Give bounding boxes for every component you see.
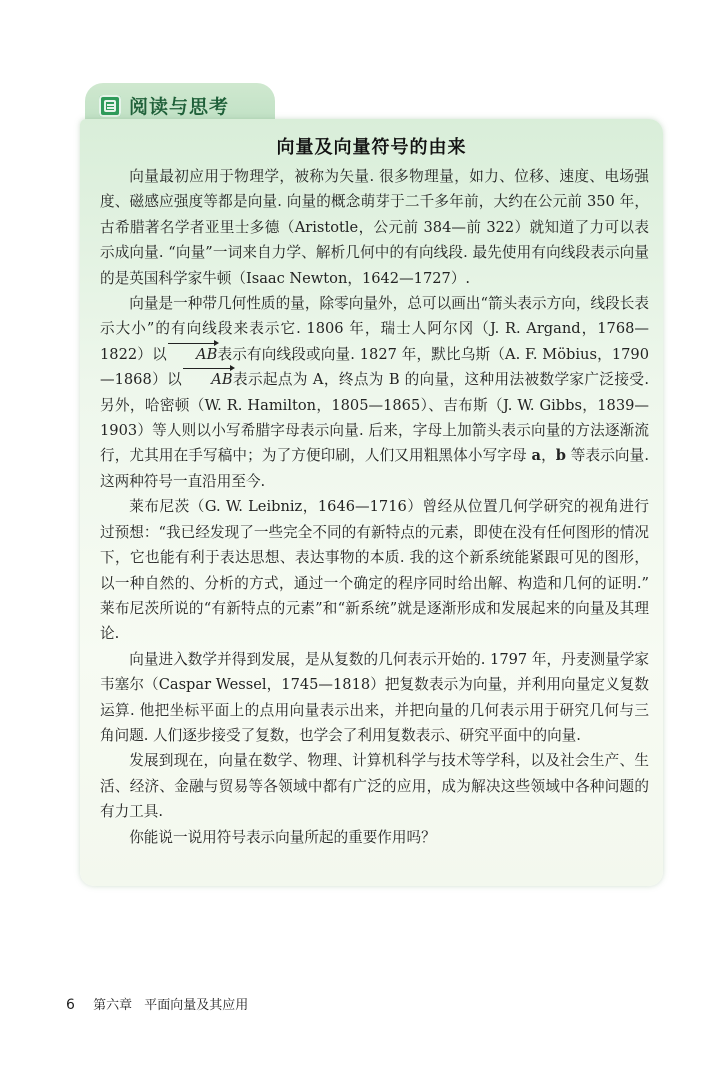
reading-panel — [80, 119, 663, 886]
bold-vector-b: b — [555, 447, 567, 465]
paragraph-2-part-d: ， — [540, 447, 556, 465]
paragraph-5: 发展到现在，向量在数学、物理、计算机科学与技术等学科，以及社会生产、生活、经济、金融与贸易等各领域中都有广泛的应用，成为解决这些领域中各种问题的有力工具. — [100, 752, 649, 821]
paragraph-2 — [100, 291, 649, 494]
article-body — [100, 164, 649, 850]
vector-ab-notation: AB — [182, 367, 232, 392]
paragraph-2-part-c: 表示起点为 A，终点为 B 的向量，这种用法被数学家广泛接受. 另外，哈密顿（W. R. Hamilton，1805—1865）、吉布斯（J. W. Gibbs，1839—1903）等人则以小写希腊字母表示向量. 后来，字母上加箭头表示向量的方法逐渐流行，尤其用在手写稿中；为了方便印刷，人们又用粗黑体小写字母 — [100, 371, 650, 465]
paragraph-1: 向量最初应用于物理学，被称为矢量. 很多物理量，如力、位移、速度、电场强度、磁感应强度等都是向量. 向量的概念萌芽于二千多年前，大约在公元前 350 年，古希腊著名学者亚里士多德（Aristotle，公元前 384—前 322）就知道了力可以表示成向量. “向量”一词来自力学、解析几何中的有向线段. 最先使用有向线段表示向量的是英国科学家牛顿（Isaac Newton，1642—1727）. — [100, 168, 649, 287]
chapter-title: 平面向量及其应用 — [144, 998, 249, 1013]
chapter-label: 第六章 — [93, 998, 133, 1013]
section-tab-label: 阅读与思考 — [129, 96, 230, 118]
article-title: 向量及向量符号的由来 — [276, 137, 467, 158]
paragraph-2-part-b: 表示有向线段或向量. 1827 年，默比乌斯（A. F. Möbius，1790—1868）以 — [100, 345, 650, 389]
paragraph-4: 向量进入数学并得到发展，是从复数的几何表示开始的. 1797 年，丹麦测量学家韦塞尔（Caspar Wessel，1745—1818）把复数表示为向量，并利用向量定义复数运算. 他把坐标平面上的点用向量表示出来，并把向量的几何表示用于研究几何与三角问题. 人们逐步接受了复数，也学会了利用复数表示、研究平面中的向量. — [100, 650, 649, 744]
paragraph-3: 莱布尼茨（G. W. Leibniz，1646—1716）曾经从位置几何学研究的视角进行过预想：“我已经发现了一些完全不同的有新特点的元素，即使在没有任何图形的情况下，它也能有利于表达思想、表达事物的本质. 我的这个新系统能紧跟可见的图形，以一种自然的、分析的方式，通过一个确定的程序同时给出解、构造和几何的证明.” 莱布尼茨所说的“有新特点的元素”和“新系统”就是逐渐形成和发展起来的向量及其理论. — [100, 498, 649, 643]
bold-vector-a: a — [531, 447, 541, 465]
paragraph-2-part-a: 向量是一种带几何性质的量，除零向量外，总可以画出“箭头表示方向，线段长表示大小”的有向线段来表示它. 1806 年，瑞士人阿尔冈（J. R. Argand，1768—1822）以 — [100, 295, 649, 363]
paragraph-2-part-e: 等表示向量. 这两种符号一直沿用至今. — [100, 447, 649, 490]
book-icon — [99, 95, 121, 117]
section-tab-content — [99, 92, 229, 119]
vector-ab-notation: AB — [167, 342, 217, 367]
page-number: 6 — [66, 997, 75, 1013]
paragraph-6: 你能说一说用符号表示向量所起的重要作用吗？ — [129, 828, 436, 846]
page-footer — [66, 994, 248, 1013]
